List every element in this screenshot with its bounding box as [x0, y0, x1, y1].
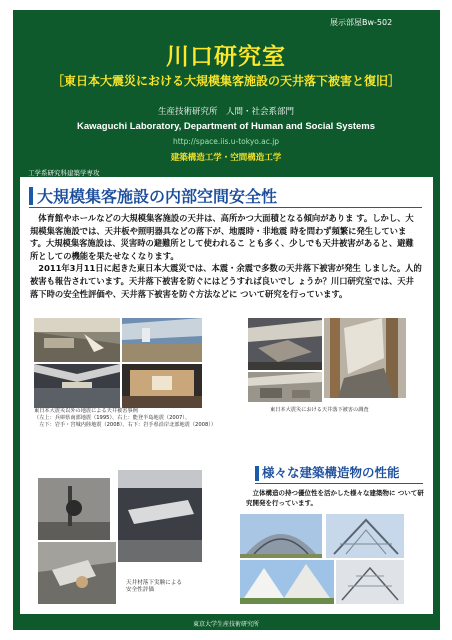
photo-gym-ceiling [34, 318, 120, 362]
lab-url-link[interactable]: http://space.iis.u-tokyo.ac.jp [172, 137, 280, 146]
section2-marker [255, 466, 259, 481]
left-caption-line-1: 東日本大震災以外の地震による天井被害事例 [34, 408, 138, 414]
section2-rule [255, 483, 423, 484]
room-label: 展示部屋Bw-502 [330, 18, 393, 27]
major-label: 工学系研究科建築学専攻 [28, 169, 100, 177]
structure-photo-2 [326, 514, 404, 558]
footer-text: 東京大学生産技術研究所 [192, 621, 259, 628]
left-photo-caption [34, 408, 234, 429]
survey-photo-3 [248, 372, 322, 402]
test-photo-caption [126, 580, 206, 594]
structure-photo-4 [336, 560, 404, 604]
photo-theater-stage [122, 364, 202, 408]
institute-name: 生産技術研究所 人間・社会系部門 [157, 107, 294, 117]
damage-photo-3 [34, 364, 120, 408]
research-fields: 建築構造工学・空間構造工学 [170, 153, 282, 163]
left-caption-line-3: 左下：岩手・宮城内陸地震（2008）、右下：岩手県沿岸北部地震（2008）） [34, 422, 217, 428]
photo-arena-interior [34, 364, 120, 408]
photo-collapsed-ceiling-hall [248, 318, 322, 370]
structure-photo-1 [240, 514, 322, 558]
photo-falling-panel [118, 470, 202, 562]
section2-body: 立体構造の持つ優位性を活かした様々な建築物に ついて研究開発を行っています。 [246, 489, 424, 507]
photo-truss-frame [326, 514, 404, 558]
damage-photo-4 [122, 364, 202, 408]
test-photo-3 [38, 542, 116, 604]
section1-body [30, 212, 422, 300]
test-photo-2 [118, 470, 202, 562]
damage-photo-1 [34, 318, 120, 362]
poster-subtitle: ［東日本大震災における大規模集客施設の天井落下被害と復旧］ [51, 74, 400, 88]
damage-photo-2 [122, 318, 202, 362]
test-caption-line-1: 天井材落下実験による [126, 580, 182, 586]
section1-title: 大規模集客施設の内部空間安全性 [37, 187, 278, 206]
photo-tensile-tents [240, 560, 334, 604]
lab-english-name: Kawaguchi Laboratory, Department of Human and Social Systems [76, 121, 376, 132]
survey-photo-2 [324, 318, 406, 398]
right-photo-caption [270, 407, 420, 414]
photo-hall-ceiling [122, 318, 202, 362]
left-caption-line-2: （左上：兵庫県南部地震（1995）、右上：能登半島地震（2007）、 [34, 415, 191, 421]
photo-deployable-structure [336, 560, 404, 604]
photo-dome-structure [240, 514, 322, 558]
right-caption-text: 東日本大震災における天井落下被害の調査 [270, 407, 369, 413]
photo-damaged-atrium [324, 318, 406, 398]
section2-title: 様々な建築構造物の性能 [262, 465, 400, 480]
section1-body-text: 体育館やホールなどの大規模集客施設の天井は、高所かつ大面積となる傾向がありま す。しかし、大規模集客施設では、天井板や照明器具などの落下が、地震時・非地震 時を問わず頻繁に発生しています。大規模集客施設は、災害時の避難所として使われるこ とも多く、少しでも天井被害があると、避難所としての機能を果たせなくなります。 2011年3月11日に起きた東日本大震災では、本震・余震で多数の天井落下被害が発生 しました。人的被害も報告されています。天井落下被害を防ぐにはどうすれば良いでし ょうか？川口研究室では、天井落下時の安全性評価や、天井落下被害を防ぐ方法などに ついて研究を行っています。 [30, 213, 422, 299]
survey-photo-1 [248, 318, 322, 370]
photo-ceiling-debris [248, 372, 322, 402]
test-photo-1 [38, 478, 110, 540]
section1-rule [29, 207, 422, 208]
structure-photo-3 [240, 560, 334, 604]
poster-title: 川口研究室 [166, 44, 286, 70]
photo-impact-dummy [38, 542, 116, 604]
photo-drop-test-rig [38, 478, 110, 540]
test-caption-line-2: 安全性評価 [126, 587, 154, 593]
section1-marker [29, 187, 33, 205]
